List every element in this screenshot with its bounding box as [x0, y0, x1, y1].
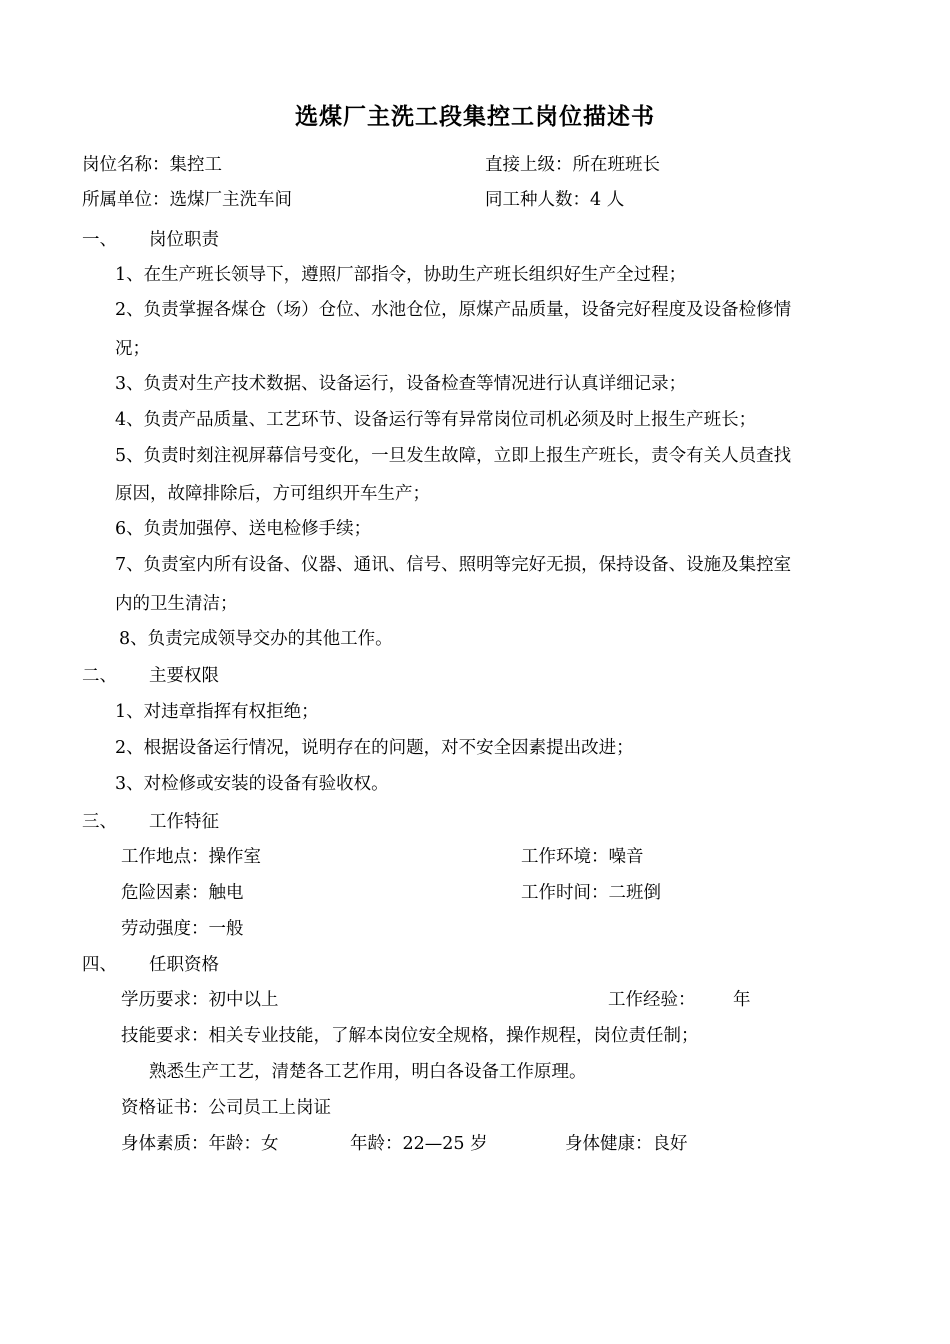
experience-unit: 年 [733, 990, 751, 1010]
section-heading-qualification: 任职资格 [149, 955, 219, 975]
labor-intensity: 劳动强度：一般 [121, 919, 244, 939]
duty-item-continuation: 内的卫生清洁； [115, 594, 238, 614]
authority-item: 2、根据设备运行情况，说明存在的问题，对不安全因素提出改进； [115, 738, 634, 758]
hazard-factor: 危险因素：触电 [121, 883, 244, 903]
duty-item: 7、负责室内所有设备、仪器、通讯、信号、照明等完好无损，保持设备、设施及集控室 [115, 555, 792, 575]
direct-supervisor: 直接上级：所在班班长 [485, 155, 660, 175]
section-heading-work: 工作特征 [149, 812, 219, 832]
work-environment: 工作环境：噪音 [521, 847, 644, 867]
skill-requirement-continuation: 熟悉生产工艺，清楚各工艺作用，明白各设备工作原理。 [149, 1062, 587, 1082]
certificate: 资格证书：公司员工上岗证 [121, 1098, 331, 1118]
section-number-4: 四、 [82, 955, 117, 975]
duty-item: 5、负责时刻注视屏幕信号变化，一旦发生故障，立即上报生产班长，责令有关人员查找 [115, 446, 792, 466]
duty-item: 1、在生产班长领导下，遵照厂部指令，协助生产班长组织好生产全过程； [115, 265, 687, 285]
age-requirement: 年龄：22—25 岁 [350, 1134, 488, 1154]
position-name: 岗位名称：集控工 [82, 155, 222, 175]
section-number-1: 一、 [82, 230, 117, 250]
duty-item-continuation: 原因，故障排除后，方可组织开车生产； [115, 484, 430, 504]
page-title: 选煤厂主洗工段集控工岗位描述书 [295, 103, 655, 130]
duty-item-continuation: 况； [115, 339, 150, 359]
headcount: 同工种人数：4 人 [485, 190, 625, 210]
section-number-2: 二、 [82, 666, 117, 686]
section-heading-duties: 岗位职责 [149, 230, 219, 250]
duty-item: 8、负责完成领导交办的其他工作。 [119, 629, 393, 649]
work-location: 工作地点：操作室 [121, 847, 261, 867]
duty-item: 3、负责对生产技术数据、设备运行，设备检查等情况进行认真详细记录； [115, 374, 687, 394]
skill-requirement: 技能要求：相关专业技能，了解本岗位安全规格，操作规程，岗位责任制； [121, 1026, 699, 1046]
duty-item: 2、负责掌握各煤仓（场）仓位、水池仓位，原煤产品质量，设备完好程度及设备检修情 [115, 300, 792, 320]
section-heading-authority: 主要权限 [149, 666, 219, 686]
work-schedule: 工作时间：二班倒 [521, 883, 661, 903]
duty-item: 4、负责产品质量、工艺环节、设备运行等有异常岗位司机必须及时上报生产班长； [115, 410, 757, 430]
health-requirement: 身体健康：良好 [565, 1134, 688, 1154]
authority-item: 1、对违章指挥有权拒绝； [115, 702, 319, 722]
authority-item: 3、对检修或安装的设备有验收权。 [115, 774, 389, 794]
physical-requirement: 身体素质：年龄：女 [121, 1134, 279, 1154]
education-requirement: 学历要求：初中以上 [121, 990, 279, 1010]
duty-item: 6、负责加强停、送电检修手续； [115, 519, 372, 539]
department: 所属单位：选煤厂主洗车间 [82, 190, 292, 210]
experience-label: 工作经验： [608, 990, 696, 1010]
section-number-3: 三、 [82, 812, 117, 832]
